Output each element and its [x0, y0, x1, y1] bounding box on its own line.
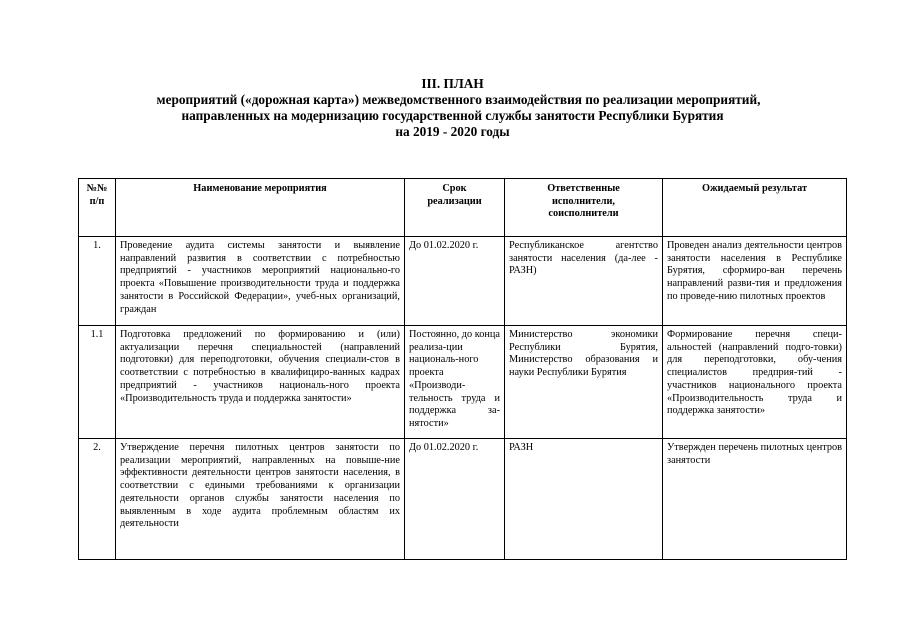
plan-table: [78, 178, 847, 560]
row-num: 1.: [79, 237, 116, 326]
row-name: Проведение аудита системы занятости и выявление направлений развития в соответствии с потребностью предприятий - участников мероприятий национально-го проекта «Повышение производительности труда и поддержка занятости в Российской Федерации», учеб-ных организаций, граждан: [116, 237, 405, 326]
row-executors: Министерство экономики Республики Бурятия, Министерство образования и науки Республики Бурятия: [505, 326, 663, 439]
row-result: Утвержден перечень пилотных центров занятости: [663, 439, 847, 560]
header-name: Наименование мероприятия: [116, 179, 405, 237]
title-line-3: направленных на модернизацию государственной службы занятости Республики Бурятия: [181, 108, 724, 123]
row-name: Подготовка предложений по формированию и (или) актуализации перечня специальностей (направлений подготовки) для переподготовки, обучения специали-стов в соответствии с потребностью в квалифициро-ванных кадрах предприятий - участников националь-ного проекта «Производительность труда и поддержка занятости»: [116, 326, 405, 439]
row-term: До 01.02.2020 г.: [405, 439, 505, 560]
row-term: Постоянно, до конца реализа-ции националь-ного проекта «Производи-тельность труда и поддержка за-нятости»: [405, 326, 505, 439]
header-num: №№ п/п: [79, 179, 116, 237]
header-result: Ожидаемый результат: [663, 179, 847, 237]
table-row: [79, 326, 847, 439]
header-term: Срок реализации: [405, 179, 505, 237]
row-executors: РАЗН: [505, 439, 663, 560]
table-header-row: [79, 179, 847, 237]
row-num: 2.: [79, 439, 116, 560]
row-result: Формирование перечня специ-альностей (направлений подго-товки) для переподготовки, обу-чения специалистов предприя-тий - участников национального проекта «Производительность труда и поддержка занятости»: [663, 326, 847, 439]
table-row: [79, 237, 847, 326]
row-name: Утверждение перечня пилотных центров занятости по реализации мероприятий, направленных на повыше-ние эффективности деятельности центров занятости населения, в соответствии с едиными требованиями к организации деятельности органов службы занятости населения по выявленным в ходе аудита проблемным областям их деятельности: [116, 439, 405, 560]
table-row: [79, 439, 847, 560]
title-line-2: мероприятий («дорожная карта») межведомственного взаимодействия по реализации мероприятий,: [156, 92, 761, 107]
title-line-4: на 2019 - 2020 годы: [395, 124, 510, 139]
document-title: [0, 76, 905, 140]
header-executors: Ответственные исполнители, соисполнители: [505, 179, 663, 237]
row-term: До 01.02.2020 г.: [405, 237, 505, 326]
row-num: 1.1: [79, 326, 116, 439]
row-executors: Республиканское агентство занятости населения (да-лее - РАЗН): [505, 237, 663, 326]
row-result: Проведен анализ деятельности центров занятости населения в Республике Бурятия, сформиро-ван перечень направлений разви-тия и предложения по проведе-нию пилотных проектов: [663, 237, 847, 326]
title-line-1: III. ПЛАН: [421, 76, 484, 91]
